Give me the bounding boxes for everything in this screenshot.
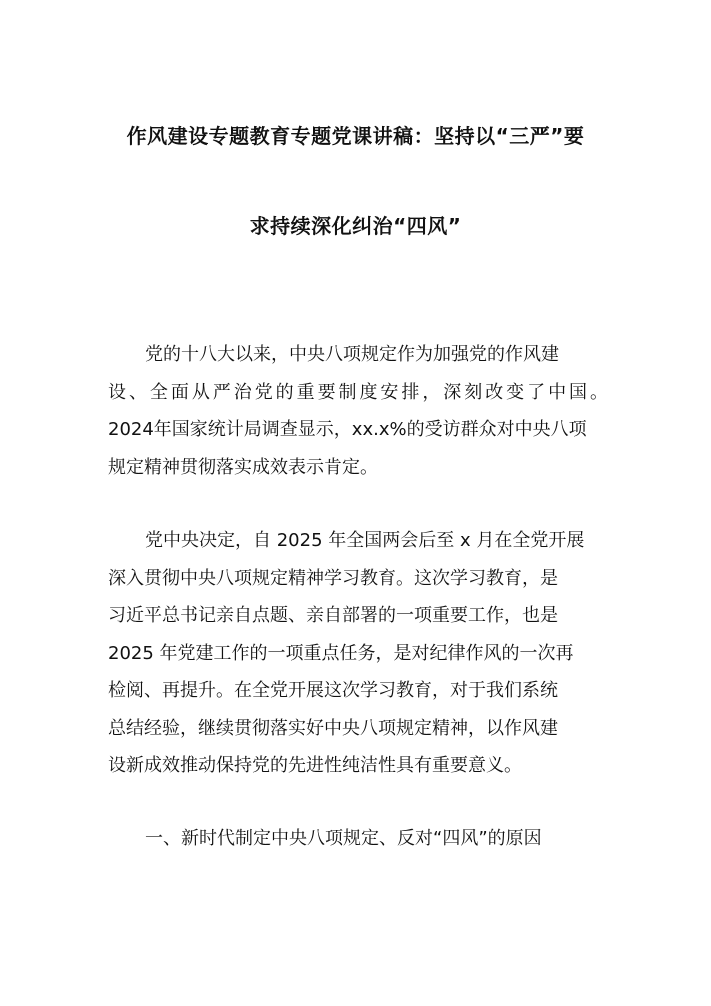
paragraph-line: 2024年国家统计局调查显示，xx.x%的受访群众对中央八项 bbox=[108, 419, 587, 440]
section-heading-1 bbox=[108, 820, 608, 858]
document-title-line-1: 作风建设专题教育专题党课讲稿：坚持以“三严”要 bbox=[126, 124, 585, 148]
paragraph-line: 党的十八大以来，中央八项规定作为加强党的作风建 bbox=[145, 344, 559, 365]
paragraph-line: 习近平总书记亲自点题、亲自部署的一项重要工作，也是 bbox=[108, 605, 558, 626]
paragraph-line: 深入贯彻中央八项规定精神学习教育。这次学习教育，是 bbox=[108, 567, 558, 589]
paragraph-decision bbox=[108, 522, 608, 785]
paragraph-line: 党中央决定，自 2025 年全国两会后至 x 月在全党开展 bbox=[145, 530, 585, 551]
paragraph-line: 设新成效推动保持党的先进性纯洁性具有重要意义。 bbox=[108, 755, 522, 776]
paragraph-line: 设、全面从严治党的重要制度安排，深刻改变了中国。 bbox=[108, 381, 608, 403]
paragraph-intro bbox=[108, 336, 608, 486]
paragraph-line: 检阅、再提升。在全党开展这次学习教育，对于我们系统 bbox=[108, 680, 558, 701]
paragraph-line: 总结经验，继续贯彻落实好中央八项规定精神，以作风建 bbox=[108, 717, 558, 739]
section-heading-text: 一、新时代制定中央八项规定、反对“四风”的原因 bbox=[145, 828, 542, 849]
paragraph-line: 规定精神贯彻落实成效表示肯定。 bbox=[108, 456, 378, 478]
document-title-line-2: 求持续深化纠治“四风” bbox=[249, 214, 462, 238]
paragraph-line: 2025 年党建工作的一项重点任务，是对纪律作风的一次再 bbox=[108, 642, 574, 664]
